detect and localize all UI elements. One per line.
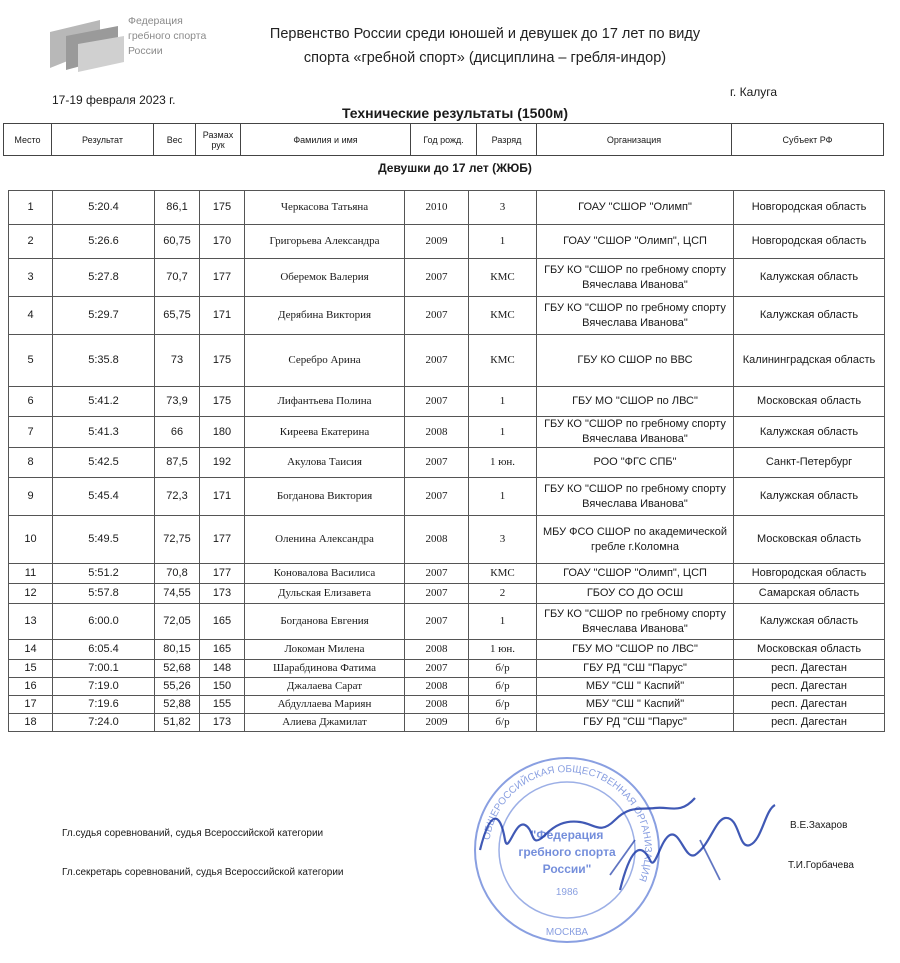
place-cell: 18 xyxy=(9,714,53,732)
birth-year-cell: 2007 xyxy=(405,604,469,640)
region-cell: Калужская область xyxy=(734,297,885,335)
logo-line: Федерация xyxy=(128,15,183,27)
birth-year-cell: 2008 xyxy=(405,417,469,448)
weight-cell: 72,05 xyxy=(155,604,200,640)
organization-cell: ГБУ КО СШОР по ВВС xyxy=(537,335,734,387)
weight-cell: 74,55 xyxy=(155,584,200,604)
birth-year-cell: 2007 xyxy=(405,297,469,335)
logo-text xyxy=(128,14,206,59)
chief-judge-name: В.Е.Захаров xyxy=(790,820,848,831)
organization-cell: ГБУ МО "СШОР по ЛВС" xyxy=(537,640,734,660)
athlete-name-cell: Оленина Александра xyxy=(245,516,405,564)
athlete-name-cell: Локоман Милена xyxy=(245,640,405,660)
result-cell: 5:26.6 xyxy=(53,225,155,259)
group-title: Девушки до 17 лет (ЖЮБ) xyxy=(378,161,532,175)
result-cell: 5:57.8 xyxy=(53,584,155,604)
place-cell: 4 xyxy=(9,297,53,335)
weight-cell: 70,8 xyxy=(155,564,200,584)
title-line-1: Первенство России среди юношей и девушек до 17 лет по виду xyxy=(269,26,701,42)
region-cell: Калужская область xyxy=(734,478,885,516)
birth-year-cell: 2007 xyxy=(405,564,469,584)
rank-cell: 3 xyxy=(469,516,537,564)
organization-cell: ГБУ КО "СШОР по гребному спорту Вячеслава Иванова" xyxy=(537,259,734,297)
column-header-table xyxy=(3,123,884,156)
rank-cell: б/р xyxy=(469,696,537,714)
arm-span-cell: 148 xyxy=(200,660,245,678)
place-cell: 6 xyxy=(9,387,53,417)
arm-span-cell: 173 xyxy=(200,714,245,732)
col-header-rank: Разряд xyxy=(477,124,537,156)
table-row xyxy=(9,660,885,678)
table-row xyxy=(9,678,885,696)
arm-span-cell: 155 xyxy=(200,696,245,714)
region-cell: Калужская область xyxy=(734,417,885,448)
birth-year-cell: 2008 xyxy=(405,640,469,660)
organization-cell: ГБУ РД "СШ "Парус" xyxy=(537,660,734,678)
birth-year-cell: 2008 xyxy=(405,516,469,564)
rank-cell: КМС xyxy=(469,259,537,297)
region-cell: Новгородская область xyxy=(734,191,885,225)
organization-cell: ГБУ РД "СШ "Парус" xyxy=(537,714,734,732)
place-cell: 5 xyxy=(9,335,53,387)
athlete-name-cell: Григорьева Александра xyxy=(245,225,405,259)
place-cell: 14 xyxy=(9,640,53,660)
result-cell: 5:51.2 xyxy=(53,564,155,584)
organization-cell: ГБОУ СО ДО ОСШ xyxy=(537,584,734,604)
stamp-city: МОСКВА xyxy=(545,927,589,938)
weight-cell: 72,75 xyxy=(155,516,200,564)
region-cell: респ. Дагестан xyxy=(734,678,885,696)
table-row xyxy=(9,448,885,478)
rank-cell: 3 xyxy=(469,191,537,225)
athlete-name-cell: Акулова Таисия xyxy=(245,448,405,478)
arm-span-cell: 192 xyxy=(200,448,245,478)
col-header-region: Субъект РФ xyxy=(732,124,884,156)
chief-judge-label: Гл.судья соревнований, судья Всероссийской категории xyxy=(62,828,324,839)
place-cell: 15 xyxy=(9,660,53,678)
place-cell: 7 xyxy=(9,417,53,448)
arm-span-cell: 165 xyxy=(200,604,245,640)
birth-year-cell: 2008 xyxy=(405,678,469,696)
rank-cell: 1 xyxy=(469,417,537,448)
place-cell: 17 xyxy=(9,696,53,714)
organization-cell: МБУ ФСО СШОР по академической гребле г.Коломна xyxy=(537,516,734,564)
place-cell: 3 xyxy=(9,259,53,297)
weight-cell: 72,3 xyxy=(155,478,200,516)
result-cell: 6:05.4 xyxy=(53,640,155,660)
table-row xyxy=(9,640,885,660)
birth-year-cell: 2007 xyxy=(405,335,469,387)
table-row xyxy=(9,584,885,604)
region-cell: Санкт-Петербург xyxy=(734,448,885,478)
results-table xyxy=(8,190,885,732)
athlete-name-cell: Коновалова Василиса xyxy=(245,564,405,584)
place-cell: 16 xyxy=(9,678,53,696)
athlete-name-cell: Оберемок Валерия xyxy=(245,259,405,297)
weight-cell: 52,88 xyxy=(155,696,200,714)
organization-cell: ГБУ КО "СШОР по гребному спорту Вячеслава Иванова" xyxy=(537,297,734,335)
region-cell: Московская область xyxy=(734,640,885,660)
birth-year-cell: 2007 xyxy=(405,259,469,297)
col-header-weight: Вес xyxy=(154,124,196,156)
table-row xyxy=(9,225,885,259)
stamp-line-1: "Федерация xyxy=(530,828,604,842)
federation-logo xyxy=(48,12,208,74)
handwritten-signatures xyxy=(470,780,790,900)
stamp-line-2: гребного спорта xyxy=(518,845,616,859)
region-cell: Самарская область xyxy=(734,584,885,604)
athlete-name-cell: Серебро Арина xyxy=(245,335,405,387)
place-cell: 2 xyxy=(9,225,53,259)
arm-span-cell: 180 xyxy=(200,417,245,448)
region-cell: Калининградская область xyxy=(734,335,885,387)
rank-cell: 1 юн. xyxy=(469,640,537,660)
logo-line: гребного спорта xyxy=(128,30,207,42)
title-line-2: спорта «гребной спорт» (дисциплина – гребля-индор) xyxy=(303,50,667,66)
organization-cell: ГБУ МО "СШОР по ЛВС" xyxy=(537,387,734,417)
arm-span-cell: 150 xyxy=(200,678,245,696)
organization-cell: ГБУ КО "СШОР по гребному спорту Вячеслава Иванова" xyxy=(537,417,734,448)
place-cell: 12 xyxy=(9,584,53,604)
result-cell: 7:19.0 xyxy=(53,678,155,696)
result-cell: 5:20.4 xyxy=(53,191,155,225)
result-cell: 5:29.7 xyxy=(53,297,155,335)
region-cell: Калужская область xyxy=(734,259,885,297)
result-cell: 7:24.0 xyxy=(53,714,155,732)
rank-cell: КМС xyxy=(469,335,537,387)
arm-span-cell: 175 xyxy=(200,387,245,417)
rank-cell: КМС xyxy=(469,564,537,584)
logo-mark-icon xyxy=(48,18,124,72)
weight-cell: 51,82 xyxy=(155,714,200,732)
col-header-organization: Организация xyxy=(537,124,732,156)
weight-cell: 73 xyxy=(155,335,200,387)
result-cell: 5:49.5 xyxy=(53,516,155,564)
result-cell: 7:00.1 xyxy=(53,660,155,678)
arm-span-cell: 177 xyxy=(200,516,245,564)
result-cell: 5:41.2 xyxy=(53,387,155,417)
weight-cell: 60,75 xyxy=(155,225,200,259)
birth-year-cell: 2009 xyxy=(405,714,469,732)
weight-cell: 73,9 xyxy=(155,387,200,417)
arm-span-cell: 170 xyxy=(200,225,245,259)
table-row xyxy=(9,714,885,732)
stamp-ring-text: ОБЩЕРОССИЙСКАЯ ОБЩЕСТВЕННАЯ ОРГАНИЗАЦИЯ xyxy=(481,763,654,884)
region-cell: Московская область xyxy=(734,387,885,417)
weight-cell: 65,75 xyxy=(155,297,200,335)
place-cell: 9 xyxy=(9,478,53,516)
col-header-birth-year: Год рожд. xyxy=(411,124,477,156)
table-row xyxy=(9,259,885,297)
col-header-name: Фамилия и имя xyxy=(241,124,411,156)
table-row xyxy=(9,297,885,335)
organization-cell: ГБУ КО "СШОР по гребному спорту Вячеслава Иванова" xyxy=(537,604,734,640)
weight-cell: 70,7 xyxy=(155,259,200,297)
athlete-name-cell: Богданова Евгения xyxy=(245,604,405,640)
rank-cell: б/р xyxy=(469,714,537,732)
organization-cell: РОО "ФГС СПБ" xyxy=(537,448,734,478)
organization-cell: ГОАУ "СШОР "Олимп", ЦСП xyxy=(537,225,734,259)
arm-span-cell: 171 xyxy=(200,297,245,335)
rank-cell: 1 xyxy=(469,225,537,259)
rank-cell: 2 xyxy=(469,584,537,604)
region-cell: респ. Дагестан xyxy=(734,696,885,714)
weight-cell: 66 xyxy=(155,417,200,448)
rank-cell: 1 xyxy=(469,604,537,640)
table-row xyxy=(9,696,885,714)
table-row xyxy=(9,335,885,387)
col-header-arm-span: Размах рук xyxy=(196,124,241,156)
organization-cell: ГБУ КО "СШОР по гребному спорту Вячеслава Иванова" xyxy=(537,478,734,516)
birth-year-cell: 2010 xyxy=(405,191,469,225)
chief-secretary-name: Т.И.Горбачева xyxy=(788,860,854,871)
stamp-year: 1986 xyxy=(555,887,579,898)
birth-year-cell: 2007 xyxy=(405,478,469,516)
organization-cell: МБУ "СШ " Каспий" xyxy=(537,678,734,696)
result-cell: 5:35.8 xyxy=(53,335,155,387)
region-cell: респ. Дагестан xyxy=(734,660,885,678)
weight-cell: 80,15 xyxy=(155,640,200,660)
result-cell: 7:19.6 xyxy=(53,696,155,714)
athlete-name-cell: Джалаева Сарат xyxy=(245,678,405,696)
birth-year-cell: 2007 xyxy=(405,448,469,478)
col-header-result: Результат xyxy=(52,124,154,156)
athlete-name-cell: Дульская Елизавета xyxy=(245,584,405,604)
birth-year-cell: 2007 xyxy=(405,584,469,604)
rank-cell: б/р xyxy=(469,678,537,696)
rank-cell: 1 xyxy=(469,387,537,417)
athlete-name-cell: Лифантьева Полина xyxy=(245,387,405,417)
table-row xyxy=(9,191,885,225)
region-cell: Новгородская область xyxy=(734,225,885,259)
arm-span-cell: 177 xyxy=(200,564,245,584)
table-row xyxy=(9,417,885,448)
birth-year-cell: 2007 xyxy=(405,660,469,678)
organization-cell: МБУ "СШ " Каспий" xyxy=(537,696,734,714)
rank-cell: 1 xyxy=(469,478,537,516)
birth-year-cell: 2007 xyxy=(405,387,469,417)
place-cell: 1 xyxy=(9,191,53,225)
place-cell: 11 xyxy=(9,564,53,584)
arm-span-cell: 177 xyxy=(200,259,245,297)
weight-cell: 52,68 xyxy=(155,660,200,678)
table-row xyxy=(9,564,885,584)
table-row xyxy=(9,387,885,417)
place-cell: 10 xyxy=(9,516,53,564)
athlete-name-cell: Богданова Виктория xyxy=(245,478,405,516)
organization-cell: ГОАУ "СШОР "Олимп", ЦСП xyxy=(537,564,734,584)
region-cell: Новгородская область xyxy=(734,564,885,584)
region-cell: Московская область xyxy=(734,516,885,564)
table-row xyxy=(9,478,885,516)
place-cell: 13 xyxy=(9,604,53,640)
athlete-name-cell: Киреева Екатерина xyxy=(245,417,405,448)
arm-span-cell: 173 xyxy=(200,584,245,604)
logo-line: России xyxy=(128,45,163,57)
arm-span-cell: 165 xyxy=(200,640,245,660)
athlete-name-cell: Абдуллаева Мариян xyxy=(245,696,405,714)
athlete-name-cell: Черкасова Татьяна xyxy=(245,191,405,225)
rank-cell: КМС xyxy=(469,297,537,335)
organization-cell: ГОАУ "СШОР "Олимп" xyxy=(537,191,734,225)
rank-cell: 1 юн. xyxy=(469,448,537,478)
region-cell: респ. Дагестан xyxy=(734,714,885,732)
weight-cell: 87,5 xyxy=(155,448,200,478)
stamp-line-3: России" xyxy=(542,862,592,876)
athlete-name-cell: Алиева Джамилат xyxy=(245,714,405,732)
rank-cell: б/р xyxy=(469,660,537,678)
place-cell: 8 xyxy=(9,448,53,478)
document-title xyxy=(225,22,745,70)
result-cell: 6:00.0 xyxy=(53,604,155,640)
athlete-name-cell: Шарабдинова Фатима xyxy=(245,660,405,678)
results-body xyxy=(9,191,885,732)
arm-span-cell: 171 xyxy=(200,478,245,516)
region-cell: Калужская область xyxy=(734,604,885,640)
result-cell: 5:27.8 xyxy=(53,259,155,297)
section-title: Технические результаты (1500м) xyxy=(341,105,569,121)
table-row xyxy=(9,516,885,564)
result-cell: 5:45.4 xyxy=(53,478,155,516)
arm-span-cell: 175 xyxy=(200,191,245,225)
athlete-name-cell: Дерябина Виктория xyxy=(245,297,405,335)
col-header-place: Место xyxy=(4,124,52,156)
birth-year-cell: 2008 xyxy=(405,696,469,714)
arm-span-cell: 175 xyxy=(200,335,245,387)
birth-year-cell: 2009 xyxy=(405,225,469,259)
weight-cell: 55,26 xyxy=(155,678,200,696)
event-city: г. Калуга xyxy=(730,85,778,99)
chief-secretary-label: Гл.секретарь соревнований, судья Всероссийской категории xyxy=(62,867,344,878)
result-cell: 5:42.5 xyxy=(53,448,155,478)
event-date: 17-19 февраля 2023 г. xyxy=(52,93,176,107)
weight-cell: 86,1 xyxy=(155,191,200,225)
table-row xyxy=(9,604,885,640)
result-cell: 5:41.3 xyxy=(53,417,155,448)
